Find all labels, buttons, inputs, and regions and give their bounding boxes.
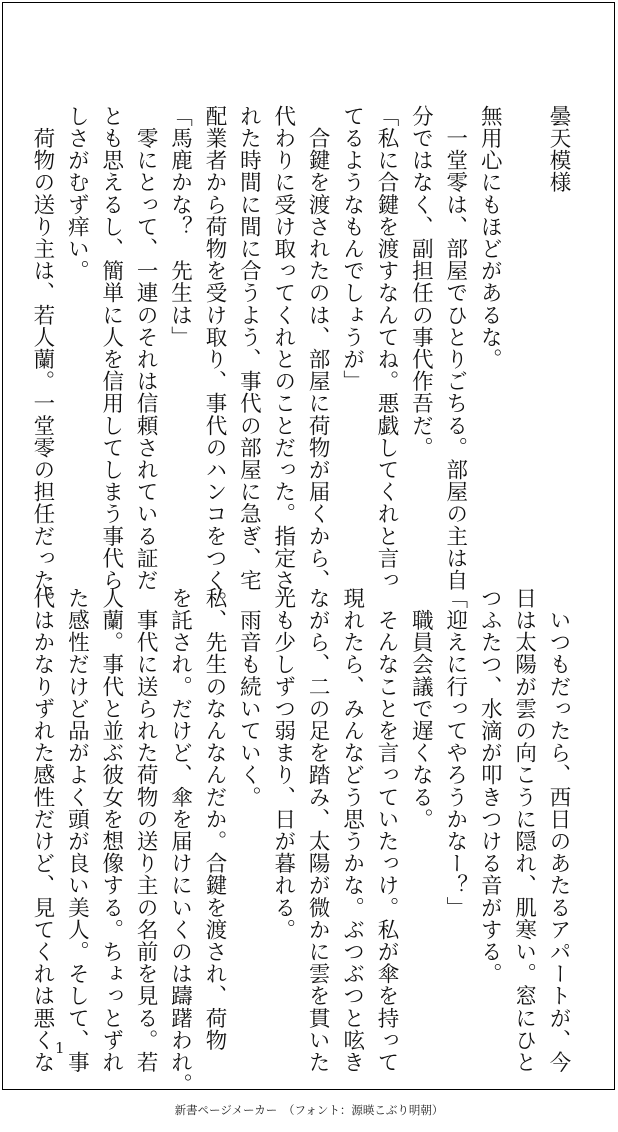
footer-credit: 新書ページメーカー （フォント：源暎こぶり明朝）: [174, 1103, 444, 1117]
page-number: 1: [55, 1039, 65, 1057]
text-block-lower: いつもだったら、西日のあたるアパートが、今 日は太陽が雲の向こうに隠れ、肌寒い。窓にひと つふたつ、水滴が叩きつける音がする。 「迎えに行ってやろうかなー？」 職員会議で遅くなる。 そんなことを言っていたっけ。私が傘を持って 現れたら、みんなどう思うかな。ぶつぶつと呟き ながら、二の足を踏み、太陽が微かに雲を貫いた 光も少しずつ弱まり、日が暮れる。 雨音も続いていく。 私、先生のなんなんだか。合鍵を渡され、荷物 を託され。だけど、傘を届けにいくのは躊躇われ。 事代に送られた荷物の送り主の名前を見る。若 人蘭。事代と並ぶ彼女を想像する。ちょっとずれ た感性だけど品がよく頭が良い美人。そして、事 代はかなりずれた感性だけど、見てくれは悪くな: [29, 587, 571, 1096]
page-frame: [2, 2, 615, 1096]
text-block-upper: 曇天模様 無用心にもほどがあるな。 一堂零は、部屋でひとりごちる。部屋の主は自 分ではなく、副担任の事代作吾だ。 「私に合鍵を渡すなんてね。悪戯してくれと言っ てるようなもんでしょうが」 合鍵を渡されたのは、部屋に荷物が届くから、 代わりに受け取ってくれとのことだった。指定さ れた時間に間に合うよう、事代の部屋に急ぎ、宅 配業者から荷物を受け取り、事代のハンコをつく。 「馬鹿かな？ 先生は」 零にとって、一連のそれは信頼されている証だ とも思えるし、簡単に人を信用してしまう事代ら しさがむず痒い。 荷物の送り主は、若人蘭。一堂零の担任だった。: [29, 105, 571, 614]
